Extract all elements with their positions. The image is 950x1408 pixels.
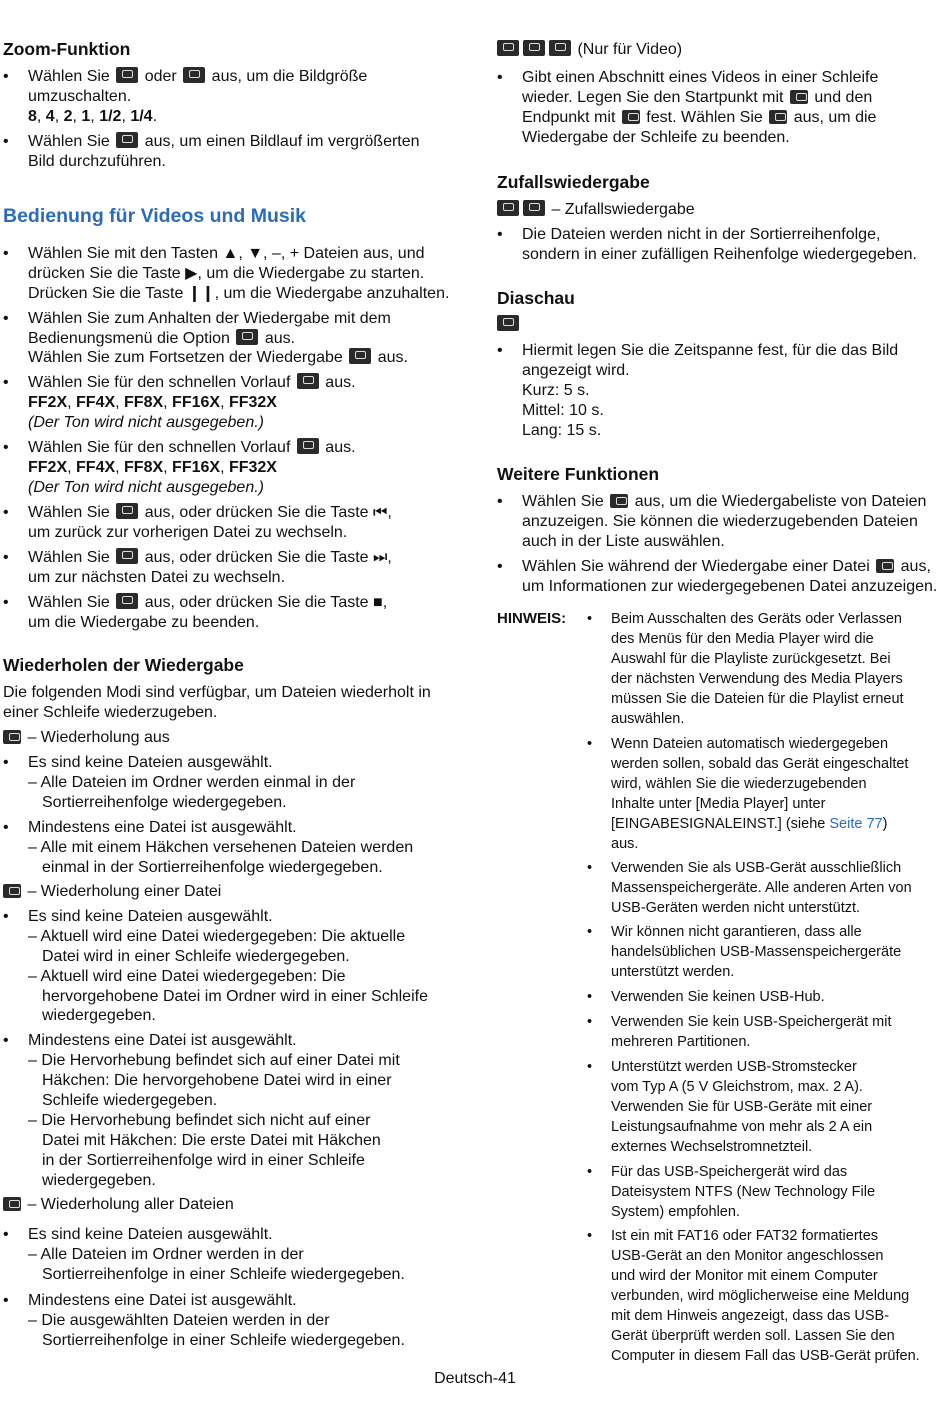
previous-icon — [116, 503, 138, 519]
ops-line: drücken Sie die Taste ▶, um die Wiedergabe zu starten. — [28, 265, 425, 282]
ops-bullet-6: • Wählen Sie aus, oder drücken Sie die Taste ⏭, — [3, 549, 392, 566]
note-text: müssen Sie die Dateien für die Playlist erneut — [611, 691, 904, 707]
note-line — [587, 1057, 857, 1077]
note-text: Verwenden Sie keinen USB-Hub. — [611, 989, 825, 1005]
play-icon — [349, 348, 371, 364]
note-text: des Menüs für den Media Player wird die — [611, 631, 874, 647]
shuffle-bullet: • Die Dateien werden nicht in der Sortierreihenfolge, — [497, 226, 881, 243]
slideshow-bullet: • Hiermit legen Sie die Zeitspanne fest, für die das Bild — [497, 342, 899, 359]
note-text: USB-Gerät an den Monitor angeschlossen — [611, 1248, 884, 1264]
note-text: Computer in diesem Fall das USB-Gerät prüfen. — [611, 1348, 920, 1364]
note-bullet: • — [587, 989, 593, 1005]
more-bullet-1: • Wählen Sie aus, um die Wiedergabeliste von Dateien — [497, 493, 927, 510]
repeat-one-bullet-2: • Mindestens eine Datei ist ausgewählt. — [3, 1032, 297, 1049]
repeat-line: hervorgehobene Datei im Ordner wird in einer Schleife — [42, 988, 428, 1005]
note-text: aus. — [611, 836, 639, 852]
ops-bullet-5: • Wählen Sie aus, oder drücken Sie die Taste ⏮, — [3, 504, 392, 521]
note-text: externes Wechselstromnetzteil. — [611, 1139, 813, 1155]
note-line — [611, 794, 825, 814]
stop-icon — [116, 593, 138, 609]
note-line — [611, 709, 684, 729]
repeat-intro: einer Schleife wiederzugeben. — [3, 704, 218, 721]
zoom-out-icon — [183, 67, 205, 83]
repeat-line: – Alle Dateien im Ordner werden in der — [28, 1246, 304, 1263]
slideshow-heading: Diaschau — [497, 288, 575, 308]
repeat-line: – Aktuell wird eine Datei wiedergegeben: Die aktuelle — [28, 928, 406, 945]
note-text: Verwenden Sie für USB-Geräte mit einer — [611, 1099, 873, 1115]
page-footer: Deutsch-41 — [434, 1370, 516, 1387]
note-text: handelsüblichen USB-Massenspeichergeräte — [611, 944, 902, 960]
shuffle-line: sondern in einer zufälligen Reihenfolge wiedergegeben. — [522, 246, 917, 263]
repeat-off-bullet-2: • Mindestens eine Datei ist ausgewählt. — [3, 819, 297, 836]
note-line — [611, 689, 904, 709]
repeat-line: einmal in der Sortierreihenfolge wiedergegeben. — [42, 859, 383, 876]
ops-line: um zur nächsten Datei zu wechseln. — [28, 569, 286, 586]
zoom-bullet-2: • Wählen Sie aus, um einen Bildlauf im vergrößerten — [3, 133, 420, 150]
note-text: Wir können nicht garantieren, dass alle — [611, 924, 862, 940]
note-text: Massenspeichergeräte. Alle anderen Arten von — [611, 880, 912, 896]
note-text: Dateisystem NTFS (New Technology File — [611, 1184, 876, 1200]
note-text: verbunden, wird möglicherweise eine Meldung — [611, 1288, 910, 1304]
note-label: HINWEIS: — [497, 610, 567, 627]
repeat-one-icon — [3, 884, 21, 898]
ff-values: FF2X, FF4X, FF8X, FF16X, FF32X — [28, 459, 277, 476]
repeat-line: Datei mit Häkchen: Die erste Datei mit Häkchen — [42, 1132, 381, 1149]
note-line — [611, 1202, 740, 1222]
set-b-icon — [622, 110, 640, 124]
note-bullet: • — [587, 924, 593, 940]
ops-line: Bedienungsmenü die Option aus. — [28, 330, 296, 347]
note-line — [611, 1266, 878, 1286]
ab-bullet: • Gibt einen Abschnitt eines Videos in einer Schleife — [497, 69, 879, 86]
repeat-one-bullet-1: • Es sind keine Dateien ausgewählt. — [3, 908, 273, 925]
no-sound-note: (Der Ton wird nicht ausgegeben.) — [28, 414, 264, 431]
ops-line: Wählen Sie zum Fortsetzen der Wiedergabe aus. — [28, 349, 408, 366]
section-heading: Bedienung für Videos und Musik — [3, 205, 306, 227]
note-line — [611, 669, 903, 689]
note-text: Wenn Dateien automatisch wiedergegeben — [611, 736, 889, 752]
note-line — [611, 834, 638, 854]
note-line — [587, 858, 902, 878]
note-line — [611, 1137, 812, 1157]
zoom-bullet-2-line: Bild durchzuführen. — [28, 153, 166, 170]
repeat-all-bullet-1: • Es sind keine Dateien ausgewählt. — [3, 1226, 273, 1243]
note-line — [611, 1326, 895, 1346]
note-line — [611, 962, 734, 982]
ops-bullet-3: • Wählen Sie für den schnellen Vorlauf aus. — [3, 374, 356, 391]
note-bullet: • — [587, 736, 593, 752]
note-text: System) empfohlen. — [611, 1204, 740, 1220]
note-text: Inhalte unter [Media Player] unter — [611, 796, 826, 812]
fast-forward-icon — [297, 373, 319, 389]
next-icon — [116, 548, 138, 564]
repeat-intro: Die folgenden Modi sind verfügbar, um Dateien wiederholt in — [3, 684, 431, 701]
note-text: Für das USB-Speichergerät wird das — [611, 1164, 848, 1180]
move-view-icon — [116, 132, 138, 148]
more-line: um Informationen zur wiedergegebenen Datei anzuzeigen. — [522, 578, 938, 595]
note-line — [611, 1117, 872, 1137]
playlist-icon — [610, 494, 628, 508]
set-b-icon — [549, 40, 571, 56]
repeat-none-icon — [3, 730, 21, 744]
set-a-icon — [523, 40, 545, 56]
zoom-bullet-1: • Wählen Sie oder aus, um die Bildgröße — [3, 68, 368, 85]
note-line — [611, 814, 887, 834]
note-line — [587, 987, 825, 1007]
note-text: Verwenden Sie kein USB-Speichergerät mit — [611, 1014, 892, 1030]
repeat-heading: Wiederholen der Wiedergabe — [3, 655, 244, 675]
repeat-line: wiedergegeben. — [42, 1007, 156, 1024]
ops-bullet-7: • Wählen Sie aus, oder drücken Sie die Taste ■, — [3, 594, 388, 611]
ab-line: Wiedergabe der Schleife zu beenden. — [522, 129, 790, 146]
note-bullet: • — [587, 860, 593, 876]
repeat-all-bullet-2: • Mindestens eine Datei ist ausgewählt. — [3, 1292, 297, 1309]
note-text: Leistungsaufnahme von mehr als 2 A ein — [611, 1119, 873, 1135]
slideshow-label — [497, 315, 521, 335]
note-text: auswählen. — [611, 711, 685, 727]
repeat-line: Sortierreihenfolge wiedergegeben. — [42, 794, 287, 811]
note-line — [611, 1077, 863, 1097]
note-line — [611, 629, 874, 649]
note-text: der nächsten Verwendung des Media Players — [611, 671, 903, 687]
note-text: wird, wählen Sie die wiederzugebenden — [611, 776, 867, 792]
slideshow-line: Kurz: 5 s. — [522, 382, 590, 399]
ops-bullet-1: • Wählen Sie mit den Tasten ▲, ▼, –, + Dateien aus, und — [3, 245, 425, 262]
ops-bullet-4: • Wählen Sie für den schnellen Vorlauf aus. — [3, 439, 356, 456]
note-line — [611, 1286, 909, 1306]
fast-rewind-icon — [297, 438, 319, 454]
note-line — [587, 1162, 848, 1182]
slideshow-line: angezeigt wird. — [522, 362, 630, 379]
note-line — [611, 774, 867, 794]
ab-none-icon — [769, 110, 787, 124]
note-bullet: • — [587, 1228, 593, 1244]
repeat-line: Schleife wiedergegeben. — [42, 1092, 218, 1109]
note-bullet: • — [587, 1014, 593, 1030]
more-line: anzuzeigen. Sie können die wiederzugebenden Dateien — [522, 513, 918, 530]
note-text: unterstützt werden. — [611, 964, 735, 980]
note-text: Ist ein mit FAT16 oder FAT32 formatiertes — [611, 1228, 879, 1244]
note-line — [611, 754, 908, 774]
note-text: mehreren Partitionen. — [611, 1034, 751, 1050]
note-text: USB-Geräten werden nicht unterstützt. — [611, 900, 861, 916]
zoom-in-icon — [116, 67, 138, 83]
repeat-one-label: – Wiederholung einer Datei — [3, 882, 221, 902]
repeat-line: – Die ausgewählten Dateien werden in der — [28, 1312, 330, 1329]
more-heading: Weitere Funktionen — [497, 464, 660, 484]
note-line — [587, 734, 889, 754]
repeat-line: Sortierreihenfolge in einer Schleife wiedergegeben. — [42, 1266, 405, 1283]
note-line — [611, 1306, 889, 1326]
repeat-line: in der Sortierreihenfolge wird in einer Schleife — [42, 1152, 365, 1169]
slide-show-icon — [497, 315, 519, 331]
shuffle-heading: Zufallswiedergabe — [497, 172, 650, 192]
ops-line: Drücken Sie die Taste ❙❙, um die Wiedergabe anzuhalten. — [28, 285, 450, 302]
page-link[interactable]: Seite 77 — [829, 816, 883, 832]
ab-line: wieder. Legen Sie den Startpunkt mit und den — [522, 89, 873, 106]
repeat-line: – Die Hervorhebung befindet sich auf einer Datei mit — [28, 1052, 400, 1069]
note-line — [611, 1346, 920, 1366]
pause-icon — [236, 329, 258, 345]
repeat-line: Datei wird in einer Schleife wiedergegeben. — [42, 948, 350, 965]
more-bullet-2: • Wählen Sie während der Wiedergabe einer Datei aus, — [497, 558, 931, 575]
repeat-line: – Alle mit einem Häkchen versehenen Dateien werden — [28, 839, 414, 856]
ab-line: Endpunkt mit fest. Wählen Sie aus, um die — [522, 109, 877, 126]
note-text: mit dem Hinweis angezeigt, dass das USB- — [611, 1308, 890, 1324]
ab-repeat-label: (Nur für Video) — [497, 40, 682, 60]
ops-bullet-2: • Wählen Sie zum Anhalten der Wiedergabe mit dem — [3, 310, 391, 327]
note-text: und wird der Monitor mit einem Computer — [611, 1268, 878, 1284]
note-text: Auswahl für die Playliste zurückgesetzt. Bei — [611, 651, 891, 667]
note-bullet: • — [587, 1164, 593, 1180]
note-line — [611, 1246, 883, 1266]
set-a-icon — [790, 90, 808, 104]
ops-line: um die Wiedergabe zu beenden. — [28, 614, 260, 631]
zoom-values: 8, 4, 2, 1, 1/2, 1/4. — [28, 108, 158, 125]
ab-none-icon — [497, 40, 519, 56]
note-text: Unterstützt werden USB-Stromstecker — [611, 1059, 857, 1075]
repeat-line: Sortierreihenfolge in einer Schleife wiedergegeben. — [42, 1332, 405, 1349]
repeat-off-label: – Wiederholung aus — [3, 728, 170, 748]
no-sound-note: (Der Ton wird nicht ausgegeben.) — [28, 479, 264, 496]
shuffle-label: – Zufallswiedergabe — [497, 200, 695, 220]
note-text: [EINGABESIGNALEINST.] (siehe — [611, 816, 826, 832]
repeat-all-label: – Wiederholung aller Dateien — [3, 1195, 234, 1215]
note-line — [587, 609, 902, 629]
ff-values: FF2X, FF4X, FF8X, FF16X, FF32X — [28, 394, 277, 411]
ops-line: um zurück zur vorherigen Datei zu wechseln. — [28, 524, 348, 541]
note-text: Verwenden Sie als USB-Gerät ausschließlich — [611, 860, 902, 876]
note-line — [611, 878, 912, 898]
note-line — [611, 1097, 872, 1117]
note-line — [611, 649, 891, 669]
repeat-line: wiedergegeben. — [42, 1172, 156, 1189]
note-text: Beim Ausschalten des Geräts oder Verlassen — [611, 611, 902, 627]
random-on-icon — [497, 200, 519, 216]
note-line — [611, 898, 860, 918]
note-bullet: • — [587, 611, 593, 627]
note-line — [611, 1032, 750, 1052]
note-text: werden sollen, sobald das Gerät eingeschaltet — [611, 756, 909, 772]
note-line — [587, 922, 862, 942]
repeat-all-icon — [3, 1197, 21, 1211]
note-bullet: • — [587, 1059, 593, 1075]
zoom-heading: Zoom-Funktion — [3, 39, 131, 59]
repeat-line: – Aktuell wird eine Datei wiedergegeben: Die — [28, 968, 346, 985]
note-text: ) — [882, 816, 888, 832]
note-text: vom Typ A (5 V Gleichstrom, max. 2 A). — [611, 1079, 863, 1095]
info-icon — [876, 559, 894, 573]
zoom-bullet-1-line: umzuschalten. — [28, 88, 132, 105]
note-line — [587, 1226, 879, 1246]
note-line — [587, 1012, 892, 1032]
repeat-line: – Alle Dateien im Ordner werden einmal in der — [28, 774, 356, 791]
repeat-line: – Die Hervorhebung befindet sich nicht auf einer — [28, 1112, 371, 1129]
note-text: Gerät überprüft werden soll. Lassen Sie den — [611, 1328, 895, 1344]
more-line: auch in der Liste auswählen. — [522, 533, 725, 550]
repeat-off-bullet-1: • Es sind keine Dateien ausgewählt. — [3, 754, 273, 771]
slideshow-line: Mittel: 10 s. — [522, 402, 604, 419]
random-off-icon — [523, 200, 545, 216]
note-line — [611, 1182, 875, 1202]
repeat-line: Häkchen: Die hervorgehobene Datei wird in einer — [42, 1072, 392, 1089]
slideshow-line: Lang: 15 s. — [522, 422, 602, 439]
note-line — [611, 942, 901, 962]
